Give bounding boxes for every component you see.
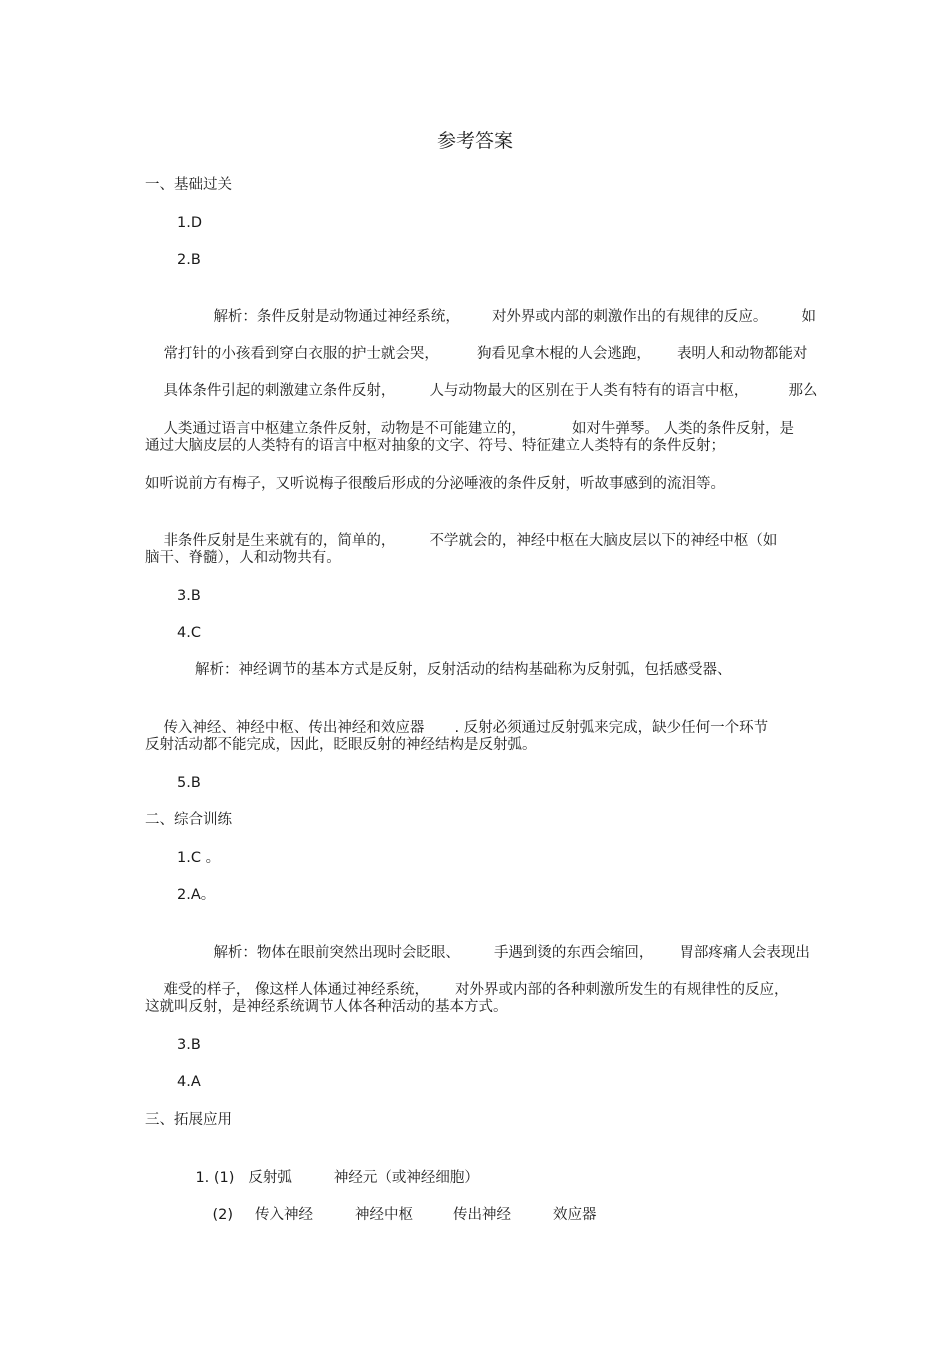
analysis-1-line-3: 具体条件引起的刺激建立条件反射， 人与动物最大的区别在于人类有特有的语言中枢， 那么	[163, 383, 818, 399]
analysis-1-line-8: 脑干、脊髓），人和动物共有。	[145, 550, 341, 566]
answer-1-3: 3.B	[177, 588, 201, 604]
answer-3-1-part-2: (2) 传入神经 神经中枢 传出神经 效应器	[212, 1207, 597, 1223]
analysis-1-line-5: 通过大脑皮层的人类特有的语言中枢对抽象的文字、符号、特征建立人类特有的条件反射；	[145, 438, 725, 454]
analysis-3-line-1: 解析：物体在眼前突然出现时会眨眼、 手遇到烫的东西会缩回， 胃部疼痛人会表现出	[213, 945, 810, 961]
answer-1-5: 5.B	[177, 775, 201, 791]
analysis-3-line-3: 这就叫反射，是神经系统调节人体各种活动的基本方式。	[145, 999, 508, 1015]
section-heading-3: 三、拓展应用	[145, 1112, 232, 1128]
analysis-2-line-3: 反射活动都不能完成，因此，眨眼反射的神经结构是反射弧。	[145, 737, 537, 753]
analysis-3-line-2: 难受的样子， 像这样人体通过神经系统， 对外界或内部的各种刺激所发生的有规律性的反应，	[163, 982, 789, 998]
answer-2-2: 2.A。	[177, 887, 216, 903]
section-heading-2: 二、综合训练	[145, 812, 232, 828]
analysis-2-line-2: 传入神经、神经中枢、传出神经和效应器 . 反射必须通过反射弧来完成，缺少任何一个环节	[163, 720, 769, 736]
answer-2-4: 4.A	[177, 1074, 201, 1090]
analysis-1-line-1: 解析：条件反射是动物通过神经系统， 对外界或内部的刺激作出的有规律的反应。 如	[213, 309, 816, 325]
answer-1-1: 1.D	[177, 215, 202, 231]
analysis-2-line-1: 解析：神经调节的基本方式是反射，反射活动的结构基础称为反射弧，包括感受器、	[195, 662, 732, 678]
analysis-1-line-7: 非条件反射是生来就有的，简单的， 不学就会的，神经中枢在大脑皮层以下的神经中枢（如	[163, 533, 778, 549]
answer-1-2: 2.B	[177, 252, 201, 268]
answer-1-4: 4.C	[177, 625, 201, 641]
page-title: 参考答案	[436, 130, 513, 152]
answer-2-1: 1.C 。	[177, 850, 221, 866]
answer-2-3: 3.B	[177, 1037, 201, 1053]
section-heading-1: 一、基础过关	[145, 177, 232, 193]
analysis-1-line-2: 常打针的小孩看到穿白衣服的护士就会哭， 狗看见拿木棍的人会逃跑， 表明人和动物都能对	[163, 346, 808, 362]
analysis-1-line-6: 如听说前方有梅子，又听说梅子很酸后形成的分泌唾液的条件反射，听故事感到的流泪等。	[145, 476, 725, 492]
answer-3-1-part-1: 1. (1) 反射弧 神经元（或神经细胞）	[195, 1170, 479, 1186]
analysis-1-line-4: 人类通过语言中枢建立条件反射，动物是不可能建立的， 如对牛弹琴。 人类的条件反射，是	[163, 421, 795, 437]
